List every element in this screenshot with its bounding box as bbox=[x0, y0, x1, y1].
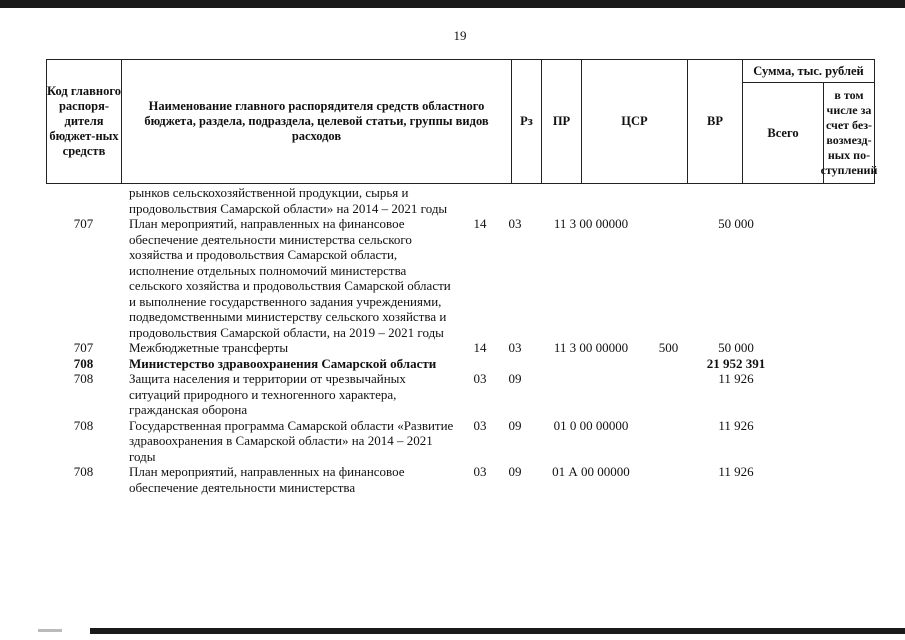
row-name: Защита населения и территории от чрезвычайных ситуаций природного и техногенного характера, гражданская оборона bbox=[129, 371, 406, 417]
row-code: 707 bbox=[73, 340, 94, 355]
header-vr: ВР bbox=[688, 60, 743, 183]
page-number: 19 bbox=[453, 28, 467, 43]
row-total: 50 000 bbox=[718, 216, 754, 231]
row-total: 50 000 bbox=[718, 340, 754, 355]
table-header bbox=[46, 59, 878, 184]
row-pr: 09 bbox=[508, 417, 522, 433]
table-row bbox=[46, 340, 875, 356]
row-csr: 01 0 00 00000 bbox=[553, 417, 629, 433]
header-sum: Сумма, тыс. рублей bbox=[743, 60, 874, 83]
row-code: 708 bbox=[73, 371, 94, 386]
table-body bbox=[46, 185, 875, 495]
scan-bottom-border bbox=[90, 628, 905, 634]
header-incl: в том числе за счет без-возмезд-ных по-ступлений bbox=[820, 88, 878, 177]
row-rz: 14 bbox=[473, 340, 487, 355]
row-rz: 14 bbox=[473, 216, 487, 231]
row-csr: 01 А 00 00000 bbox=[552, 464, 630, 479]
row-rz: 03 bbox=[473, 464, 487, 479]
row-name: рынков сельскохозяйственной продукции, сырья и продовольствия Самарской области» на 2014 – 2021 годы bbox=[129, 185, 448, 216]
row-name: План мероприятий, направленных на финансовое обеспечение деятельности министерства bbox=[129, 464, 405, 495]
table-row bbox=[46, 185, 875, 216]
scan-mark bbox=[38, 629, 62, 632]
row-name: Межбюджетные трансферты bbox=[129, 340, 289, 355]
table-row bbox=[46, 418, 875, 465]
table-row bbox=[46, 464, 875, 495]
row-csr: 11 3 00 00000 bbox=[553, 340, 629, 355]
row-name: Государственная программа Самарской области «Развитие здравоохранения в Самарской области» на 2014 – 2021 годы bbox=[129, 417, 454, 464]
row-pr: 09 bbox=[508, 371, 522, 386]
row-pr: 09 bbox=[508, 464, 522, 479]
row-total: 21 952 391 bbox=[706, 355, 766, 371]
table-row bbox=[46, 356, 875, 372]
header-code: Код главного распоря-дителя бюджет-ных средств bbox=[47, 60, 122, 183]
row-pr: 03 bbox=[508, 216, 522, 231]
header-csr: ЦСР bbox=[582, 60, 688, 183]
header-name: Наименование главного распорядителя средств областного бюджета, раздела, подраздела, целевой статьи, группы видов расходов bbox=[122, 60, 512, 183]
row-code: 708 bbox=[73, 464, 94, 479]
row-code: 708 bbox=[73, 355, 94, 371]
row-rz: 03 bbox=[473, 417, 487, 433]
row-name: Министерство здравоохранения Самарской области bbox=[129, 355, 437, 371]
scan-top-border bbox=[0, 0, 905, 8]
row-code: 707 bbox=[73, 216, 94, 231]
header-pr: ПР bbox=[542, 60, 582, 183]
row-pr: 03 bbox=[508, 340, 522, 355]
row-csr: 11 3 00 00000 bbox=[553, 216, 629, 231]
row-name: План мероприятий, направленных на финансовое обеспечение деятельности министерства сельского хозяйства и продовольствия Самарской области, исполнение отдельных полномочий министерства сельского хозяйства и продовольствия Самарской области и выполнение государственного задания учреждениями, подведомственными министерству сельского хозяйства и продовольствия Самарской области, на 2019 – 2021 годы bbox=[129, 216, 451, 340]
header-rz: Рз bbox=[512, 60, 542, 183]
row-total: 11 926 bbox=[718, 371, 754, 386]
row-total: 11 926 bbox=[718, 417, 754, 433]
table-row bbox=[46, 371, 875, 418]
header-total: Всего bbox=[743, 83, 824, 183]
table-row bbox=[46, 216, 875, 340]
row-rz: 03 bbox=[473, 371, 487, 386]
row-code: 708 bbox=[73, 417, 94, 433]
row-total: 11 926 bbox=[718, 464, 754, 479]
row-vr: 500 bbox=[658, 340, 679, 355]
